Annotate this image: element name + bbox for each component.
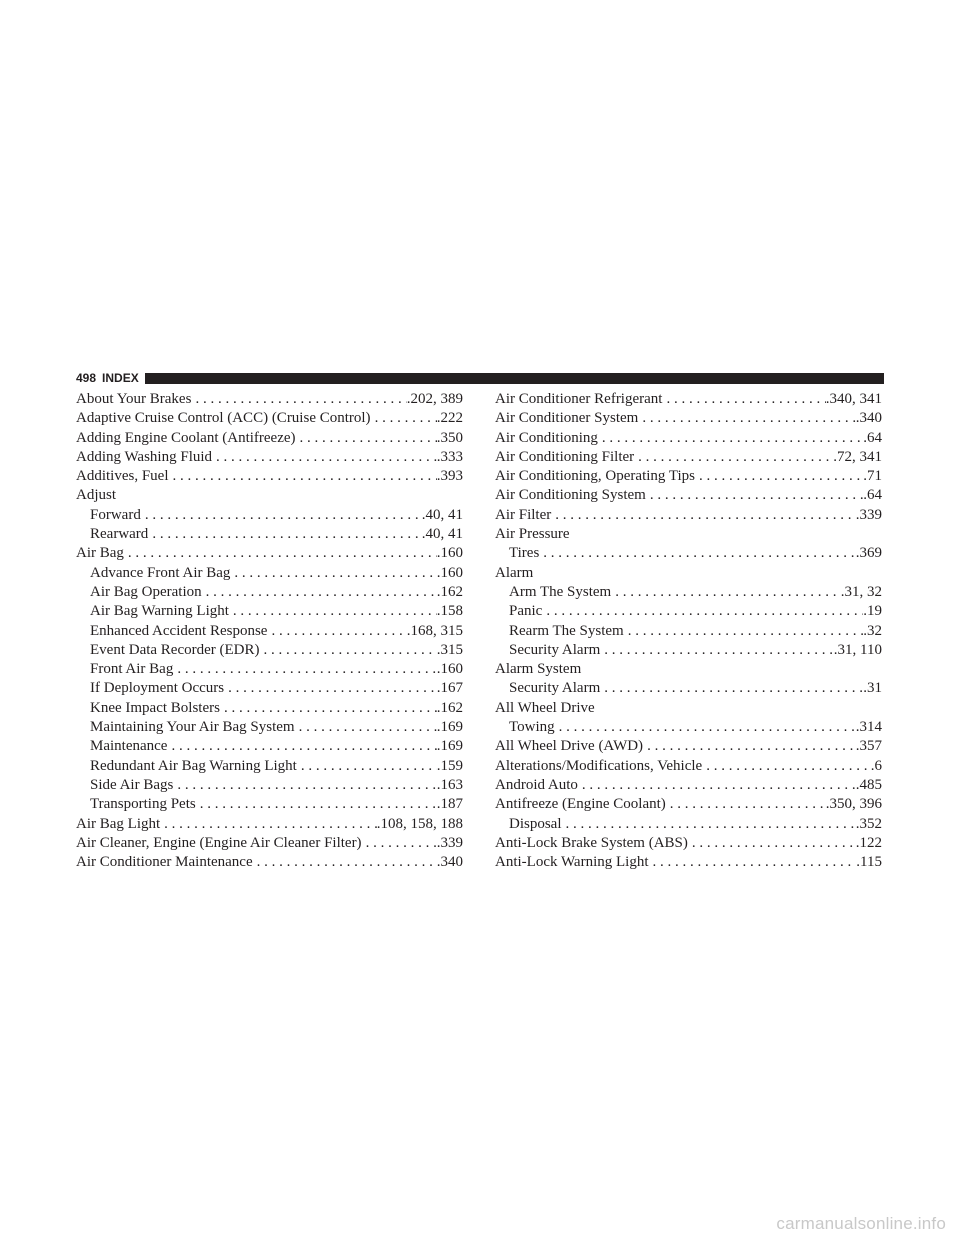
dot-leader bbox=[173, 660, 436, 679]
entry-page-ref: .163 bbox=[436, 776, 463, 793]
entry-page-ref: .339 bbox=[855, 506, 882, 523]
entry-label: Security Alarm bbox=[509, 641, 601, 658]
dot-leader bbox=[141, 506, 422, 525]
entry-page-ref: .168, 315 bbox=[406, 622, 463, 639]
dot-leader bbox=[624, 622, 864, 641]
entry-page-ref: .485 bbox=[855, 776, 882, 793]
dot-leader bbox=[600, 679, 863, 698]
section-title: INDEX bbox=[102, 371, 139, 385]
dot-leader bbox=[169, 467, 437, 486]
entry-label: Rearward bbox=[90, 526, 149, 543]
entry-label: Air Pressure bbox=[495, 526, 570, 543]
entry-label: Security Alarm bbox=[509, 680, 601, 697]
index-subentry bbox=[76, 795, 463, 814]
entry-label: Advance Front Air Bag bbox=[90, 564, 231, 581]
index-subentry bbox=[76, 583, 463, 602]
entry-label: Android Auto bbox=[495, 776, 578, 793]
entry-label: Adding Engine Coolant (Antifreeze) bbox=[76, 429, 296, 446]
index-subentry bbox=[76, 679, 463, 698]
entry-page-ref: .72, 341 bbox=[833, 448, 882, 465]
index-subentry bbox=[495, 544, 882, 563]
entry-page-ref: .159 bbox=[436, 757, 463, 774]
index-subentry bbox=[76, 737, 463, 756]
dot-leader bbox=[220, 699, 437, 718]
entry-label: Panic bbox=[509, 603, 543, 620]
entry-label: Additives, Fuel bbox=[76, 468, 169, 485]
entry-page-ref: .393 bbox=[436, 468, 463, 485]
dot-leader bbox=[196, 795, 437, 814]
entry-page-ref: .340 bbox=[436, 854, 463, 871]
dot-leader bbox=[600, 641, 834, 660]
entry-page-ref: .64 bbox=[863, 429, 882, 446]
dot-leader bbox=[202, 583, 437, 602]
dot-leader bbox=[224, 679, 437, 698]
index-subentry bbox=[495, 815, 882, 834]
entry-label: Alterations/Modifications, Vehicle bbox=[495, 757, 703, 774]
entry-label: Rearm The System bbox=[509, 622, 624, 639]
entry-page-ref: .6 bbox=[870, 757, 882, 774]
index-subentry bbox=[495, 602, 882, 621]
entry-page-ref: .202, 389 bbox=[406, 391, 463, 407]
dot-leader bbox=[148, 525, 421, 544]
entry-label: Air Conditioning System bbox=[495, 487, 646, 504]
entry-page-ref: .19 bbox=[863, 603, 882, 620]
entry-label: Tires bbox=[509, 545, 540, 562]
entry-label: Air Bag Light bbox=[76, 815, 161, 832]
entry-label: All Wheel Drive bbox=[495, 699, 595, 716]
index-subentry bbox=[76, 641, 463, 660]
entry-page-ref: .340, 341 bbox=[825, 391, 882, 407]
entry-label: All Wheel Drive (AWD) bbox=[495, 738, 644, 755]
dot-leader bbox=[562, 815, 856, 834]
entry-page-ref: .350 bbox=[436, 429, 463, 446]
index-subentry bbox=[76, 602, 463, 621]
entry-page-ref: .352 bbox=[855, 815, 882, 832]
index-entry bbox=[76, 834, 463, 853]
index-subentry bbox=[495, 718, 882, 737]
dot-leader bbox=[267, 622, 406, 641]
entry-label: Air Conditioner Maintenance bbox=[76, 854, 253, 871]
page-number: 498 bbox=[76, 371, 97, 385]
index-entry bbox=[76, 429, 463, 448]
index-entry bbox=[495, 506, 882, 525]
entry-page-ref: .340 bbox=[855, 410, 882, 427]
dot-leader bbox=[638, 409, 855, 428]
index-subentry bbox=[76, 660, 463, 679]
entry-label: Arm The System bbox=[509, 583, 612, 600]
index-entry bbox=[495, 525, 882, 544]
entry-page-ref: .315 bbox=[436, 641, 463, 658]
index-column-left bbox=[76, 390, 463, 872]
dot-leader bbox=[688, 834, 856, 853]
entry-label: Knee Impact Bolsters bbox=[90, 699, 220, 716]
entry-label: Air Conditioner System bbox=[495, 410, 639, 427]
index-entry bbox=[76, 409, 463, 428]
dot-leader bbox=[295, 718, 437, 737]
entry-page-ref: .122 bbox=[855, 834, 882, 851]
dot-leader bbox=[662, 390, 825, 409]
index-subentry bbox=[76, 506, 463, 525]
index-entry bbox=[495, 737, 882, 756]
entry-page-ref: .162 bbox=[436, 583, 463, 600]
index-entry bbox=[495, 467, 882, 486]
index-subentry bbox=[76, 718, 463, 737]
entry-label: Forward bbox=[90, 506, 141, 523]
entry-page-ref: .71 bbox=[863, 468, 882, 485]
entry-label: Antifreeze (Engine Coolant) bbox=[495, 796, 666, 813]
dot-leader bbox=[539, 544, 855, 563]
dot-leader bbox=[371, 409, 437, 428]
entry-label: Air Cleaner, Engine (Engine Air Cleaner Filter) bbox=[76, 834, 362, 851]
dot-leader bbox=[173, 776, 436, 795]
entry-page-ref: .222 bbox=[436, 410, 463, 427]
dot-leader bbox=[646, 486, 863, 505]
entry-label: If Deployment Occurs bbox=[90, 680, 225, 697]
entry-page-ref: .31, 32 bbox=[840, 583, 882, 600]
index-entry bbox=[495, 486, 882, 505]
index-subentry bbox=[76, 564, 463, 583]
index-entry bbox=[495, 834, 882, 853]
index-subentry bbox=[495, 641, 882, 660]
entry-page-ref: .40, 41 bbox=[421, 526, 463, 543]
index-entry bbox=[76, 853, 463, 872]
index-subentry bbox=[76, 757, 463, 776]
entry-page-ref: .160 bbox=[436, 661, 463, 678]
entry-page-ref: .32 bbox=[863, 622, 882, 639]
index-subentry bbox=[76, 622, 463, 641]
header-rule bbox=[145, 373, 884, 384]
entry-page-ref: .115 bbox=[856, 854, 882, 871]
entry-page-ref: .369 bbox=[855, 545, 882, 562]
entry-label: Air Bag Warning Light bbox=[90, 603, 229, 620]
dot-leader bbox=[296, 429, 437, 448]
dot-leader bbox=[598, 429, 863, 448]
dot-leader bbox=[551, 506, 856, 525]
entry-label: Air Conditioning bbox=[495, 429, 598, 446]
dot-leader bbox=[212, 448, 437, 467]
index-subentry bbox=[76, 776, 463, 795]
entry-page-ref: .108, 158, 188 bbox=[376, 815, 463, 832]
index-entry bbox=[495, 564, 882, 583]
entry-label: Enhanced Accident Response bbox=[90, 622, 268, 639]
index-entry bbox=[495, 429, 882, 448]
dot-leader bbox=[362, 834, 437, 853]
entry-label: Air Bag bbox=[76, 545, 124, 562]
entry-label: Air Filter bbox=[495, 506, 552, 523]
entry-page-ref: .333 bbox=[436, 448, 463, 465]
dot-leader bbox=[611, 583, 841, 602]
entry-page-ref: .169 bbox=[436, 719, 463, 736]
entry-label: Alarm System bbox=[495, 661, 582, 678]
index-subentry bbox=[76, 699, 463, 718]
index-entry bbox=[495, 409, 882, 428]
index-entry bbox=[76, 467, 463, 486]
dot-leader bbox=[695, 467, 863, 486]
dot-leader bbox=[555, 718, 856, 737]
dot-leader bbox=[167, 737, 436, 756]
entry-page-ref: .31 bbox=[863, 680, 882, 697]
entry-label: Air Conditioning Filter bbox=[495, 448, 635, 465]
index-entry bbox=[495, 660, 882, 679]
entry-page-ref: .167 bbox=[436, 680, 463, 697]
entry-label: About Your Brakes bbox=[76, 391, 192, 407]
entry-page-ref: .162 bbox=[436, 699, 463, 716]
index-entry bbox=[495, 699, 882, 718]
entry-label: Redundant Air Bag Warning Light bbox=[90, 757, 297, 774]
entry-label: Disposal bbox=[509, 815, 562, 832]
index-entry bbox=[76, 390, 463, 409]
entry-label: Anti-Lock Brake System (ABS) bbox=[495, 834, 688, 851]
entry-page-ref: .160 bbox=[436, 564, 463, 581]
dot-leader bbox=[643, 737, 856, 756]
dot-leader bbox=[229, 602, 437, 621]
dot-leader bbox=[124, 544, 437, 563]
watermark: carmanualsonline.info bbox=[776, 1214, 946, 1233]
index-entry bbox=[495, 390, 882, 409]
entry-label: Adjust bbox=[76, 487, 117, 504]
entry-page-ref: .160 bbox=[436, 545, 463, 562]
dot-leader bbox=[191, 390, 406, 409]
entry-page-ref: .31, 110 bbox=[833, 641, 882, 658]
entry-page-ref: .357 bbox=[855, 738, 882, 755]
page-header bbox=[76, 370, 884, 386]
entry-label: Event Data Recorder (EDR) bbox=[90, 641, 260, 658]
index-column-right bbox=[495, 390, 882, 872]
dot-leader bbox=[666, 795, 826, 814]
dot-leader bbox=[578, 776, 856, 795]
entry-page-ref: .158 bbox=[436, 603, 463, 620]
entry-label: Anti-Lock Warning Light bbox=[495, 854, 649, 871]
entry-label: Air Conditioner Refrigerant bbox=[495, 391, 663, 407]
index-entry bbox=[76, 486, 463, 505]
dot-leader bbox=[702, 757, 871, 776]
index-entry bbox=[76, 544, 463, 563]
entry-label: Air Conditioning, Operating Tips bbox=[495, 468, 696, 485]
entry-label: Front Air Bag bbox=[90, 661, 174, 678]
index-entry bbox=[495, 757, 882, 776]
index-entry bbox=[495, 795, 882, 814]
entry-label: Transporting Pets bbox=[90, 796, 196, 813]
index-subentry bbox=[495, 583, 882, 602]
index-subentry bbox=[495, 622, 882, 641]
entry-label: Alarm bbox=[495, 564, 534, 581]
index-subentry bbox=[495, 679, 882, 698]
dot-leader bbox=[253, 853, 437, 872]
dot-leader bbox=[542, 602, 863, 621]
entry-page-ref: .64 bbox=[863, 487, 882, 504]
index-entry bbox=[495, 448, 882, 467]
index-subentry bbox=[76, 525, 463, 544]
entry-label: Air Bag Operation bbox=[90, 583, 202, 600]
entry-page-ref: .40, 41 bbox=[421, 506, 463, 523]
dot-leader bbox=[297, 757, 437, 776]
entry-label: Side Air Bags bbox=[90, 776, 174, 793]
index-entry bbox=[495, 853, 882, 872]
dot-leader bbox=[634, 448, 833, 467]
entry-label: Towing bbox=[509, 719, 555, 736]
dot-leader bbox=[160, 815, 377, 834]
entry-page-ref: .350, 396 bbox=[825, 796, 882, 813]
dot-leader bbox=[230, 564, 436, 583]
entry-page-ref: .169 bbox=[436, 738, 463, 755]
entry-label: Maintaining Your Air Bag System bbox=[90, 719, 295, 736]
entry-label: Adaptive Cruise Control (ACC) (Cruise Control) bbox=[76, 410, 371, 427]
index-entry bbox=[76, 448, 463, 467]
dot-leader bbox=[649, 853, 857, 872]
entry-label: Adding Washing Fluid bbox=[76, 448, 213, 465]
dot-leader bbox=[260, 641, 437, 660]
index-entry bbox=[495, 776, 882, 795]
index-entry bbox=[76, 815, 463, 834]
entry-page-ref: .339 bbox=[436, 834, 463, 851]
entry-page-ref: .187 bbox=[436, 796, 463, 813]
entry-page-ref: .314 bbox=[855, 719, 882, 736]
entry-label: Maintenance bbox=[90, 738, 168, 755]
